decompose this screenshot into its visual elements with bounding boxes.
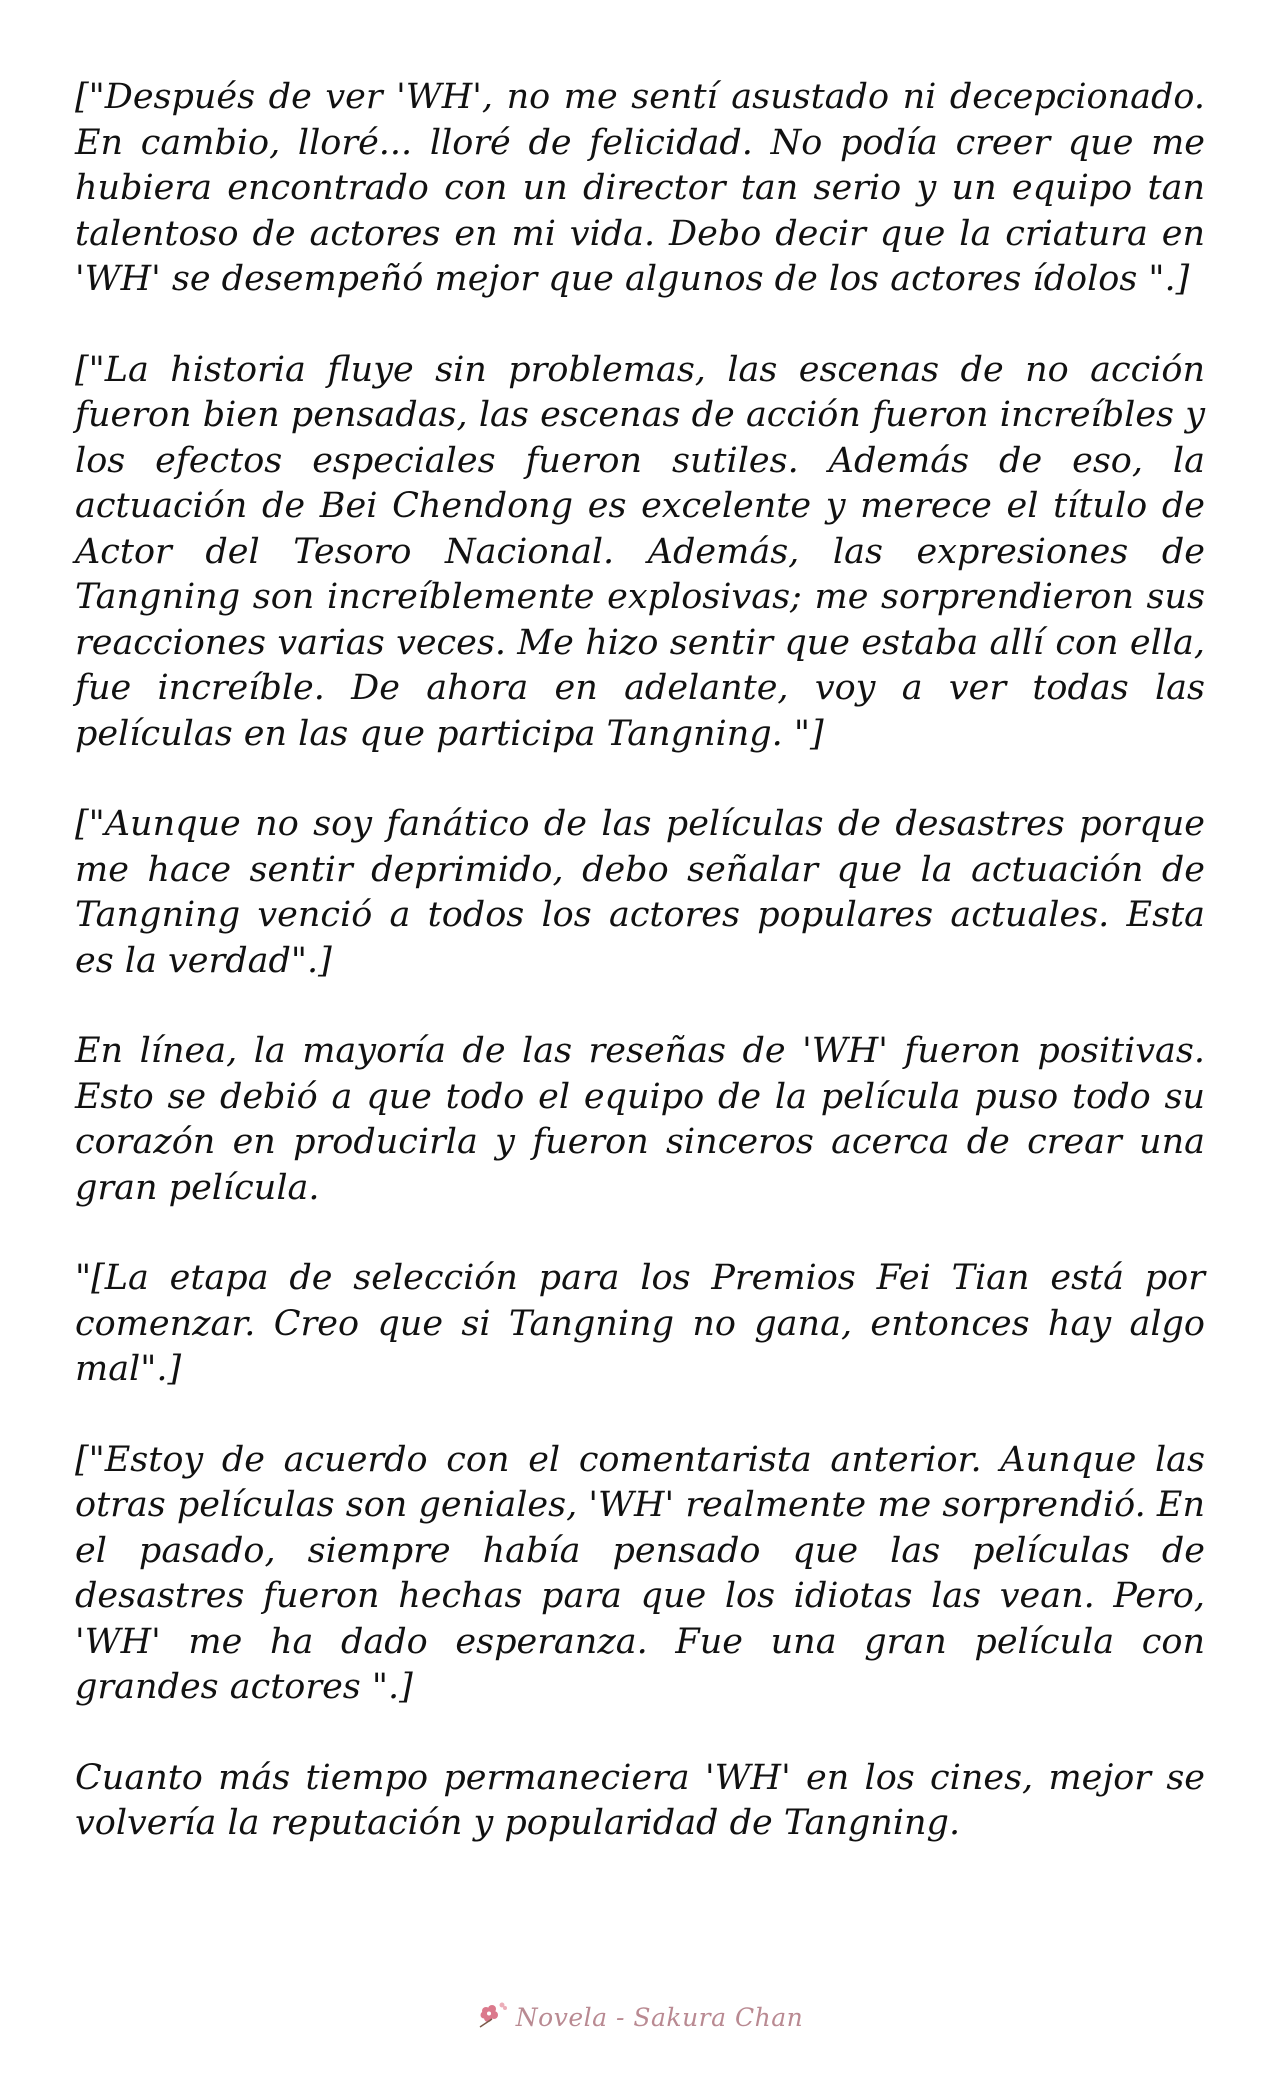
narrative-paragraph-1: En línea, la mayoría de las reseñas de 'WH' fueron positivas. Esto se debió a que todo el equipo de la película puso todo su corazón en producirla y fueron sinceros acerca de crear una gran película. xyxy=(75,1031,1205,1208)
document-body xyxy=(75,75,1205,1892)
review-paragraph-5: ["Estoy de acuerdo con el comentarista anterior. Aunque las otras películas son geniales, 'WH' realmente me sorprendió. En el pasado, siempre había pensado que las películas de desastres fueron hechas para que los idiotas las vean. Pero, 'WH' me ha dado esperanza. Fue una gran película con grandes actores ".] xyxy=(75,1439,1205,1707)
narrative-paragraph-2: Cuanto más tiempo permaneciera 'WH' en los cines, mejor se volvería la reputación y popularidad de Tangning. xyxy=(75,1757,1205,1843)
review-paragraph-1: ["Después de ver 'WH', no me sentí asustado ni decepcionado. En cambio, lloré... lloré de felicidad. No podía creer que me hubiera encontrado con un director tan serio y un equipo tan talentoso de actores en mi vida. Debo decir que la criatura en 'WH' se desempeñó mejor que algunos de los actores ídolos ".] xyxy=(75,77,1205,299)
footer-text: Novela - Sakura Chan xyxy=(515,2002,804,2032)
review-paragraph-2: ["La historia fluye sin problemas, las escenas de no acción fueron bien pensadas, las escenas de acción fueron increíbles y los efectos especiales fueron sutiles. Además de eso, la actuación de Bei Chendong es excelente y merece el título de Actor del Tesoro Nacional. Además, las expresiones de Tangning son increíblemente explosivas; me sorprendieron sus reacciones varias veces. Me hizo sentir que estaba allí con ella, fue increíble. De ahora en adelante, voy a ver todas las películas en las que participa Tangning. "] xyxy=(75,349,1205,754)
review-paragraph-4: "[La etapa de selección para los Premios Fei Tian está por comenzar. Creo que si Tangning no gana, entonces hay algo mal".] xyxy=(75,1258,1205,1389)
cherry-blossom-icon xyxy=(472,1997,512,2037)
review-paragraph-3: ["Aunque no soy fanático de las películas de desastres porque me hace sentir deprimido, debo señalar que la actuación de Tangning venció a todos los actores populares actuales. Esta es la verdad".] xyxy=(75,804,1205,981)
footer-watermark xyxy=(0,1992,1275,2042)
